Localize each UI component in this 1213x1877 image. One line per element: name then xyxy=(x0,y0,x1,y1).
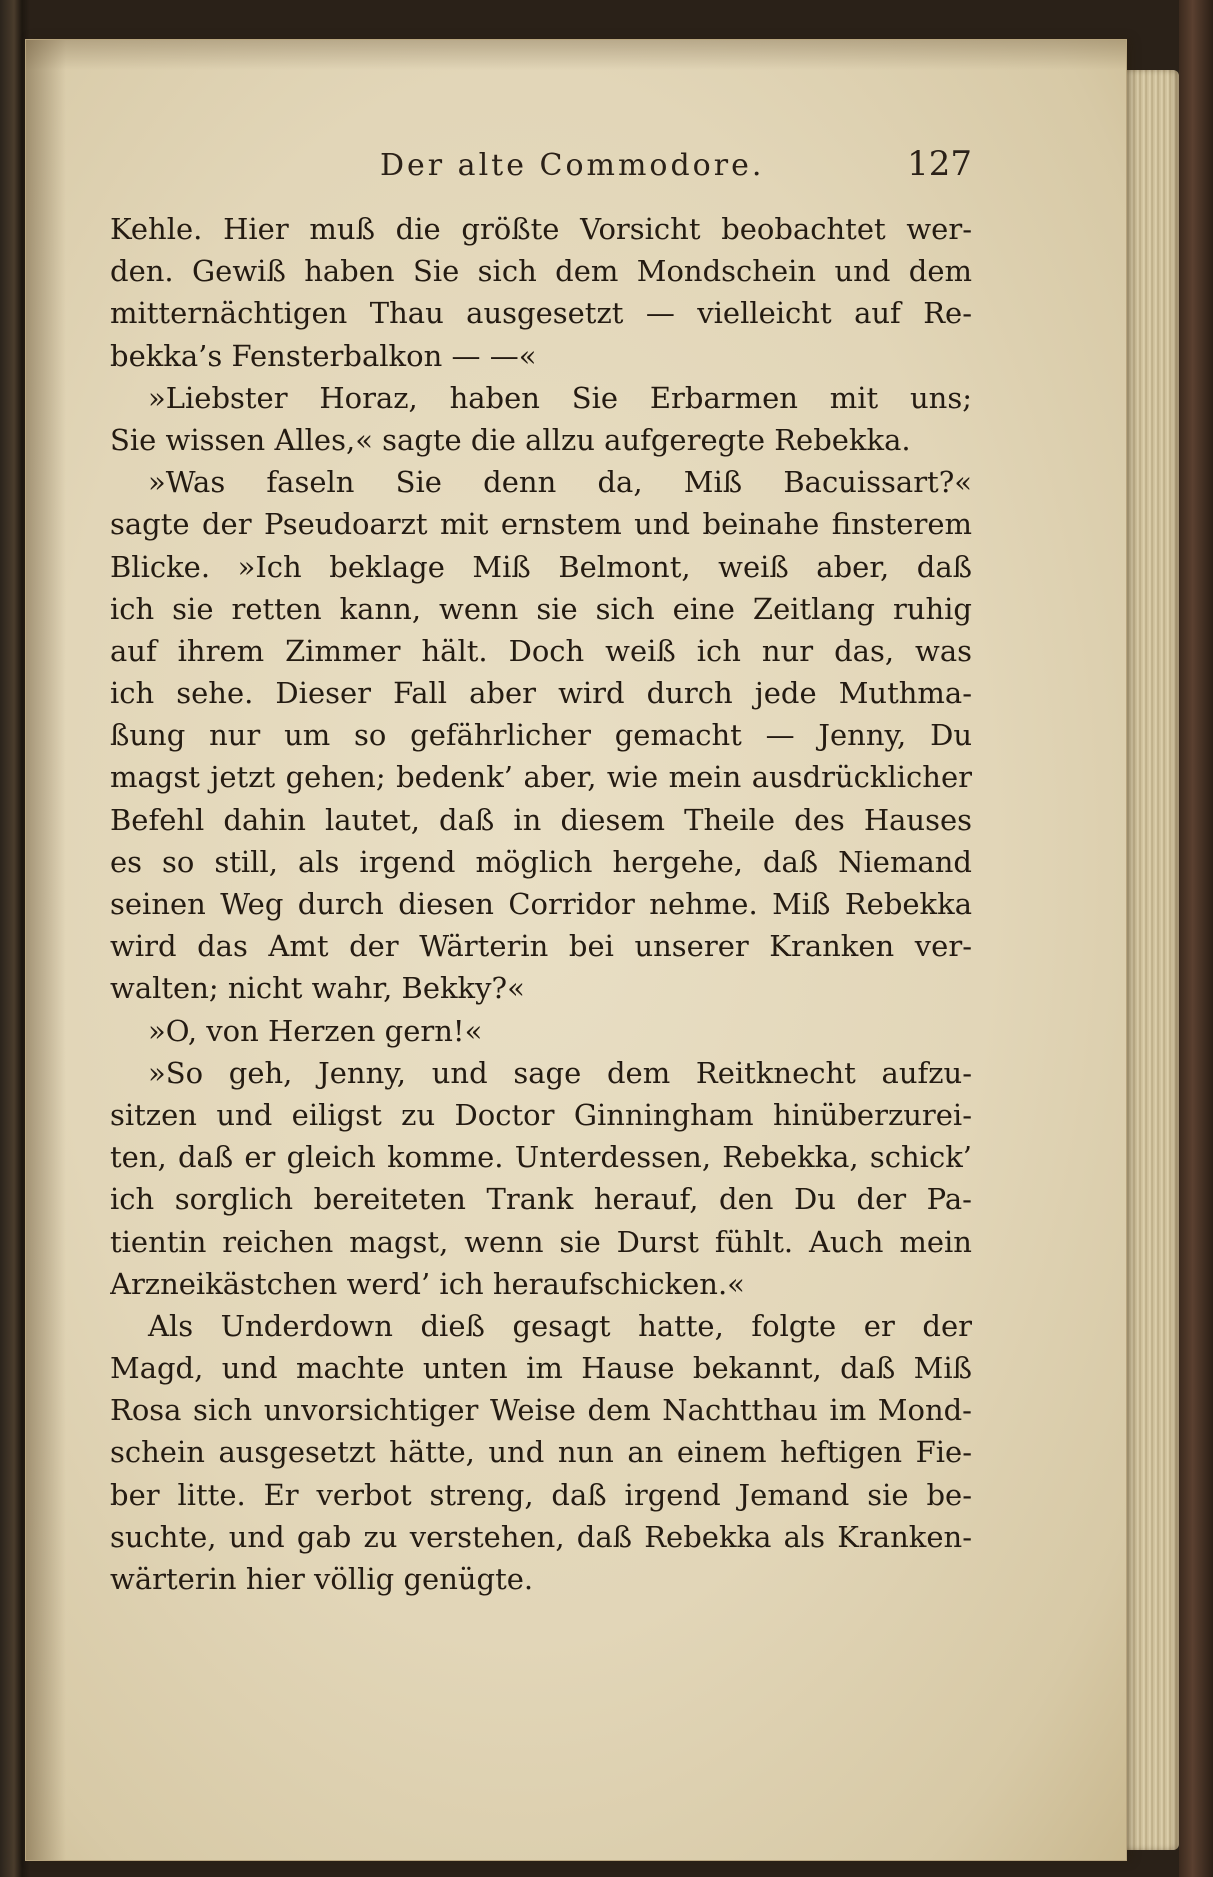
text-line: Blicke. »Ich beklage Miß Belmont, weiß aber, daß xyxy=(110,549,972,584)
text-line: mitternächtigen Thau ausgesetzt — vielleicht auf Re- xyxy=(110,296,972,331)
text-line: wird das Amt der Wärterin bei unserer Kranken ver- xyxy=(110,929,972,964)
text-line: seinen Weg durch diesen Corridor nehme. Miß Rebekka xyxy=(110,887,972,921)
text-line: »Liebster Horaz, haben Sie Erbarmen mit uns; xyxy=(148,380,972,415)
text-line: ten, daß er gleich komme. Unterdessen, Rebekka, schick’ xyxy=(110,1140,972,1175)
running-title: Der alte Commodore. xyxy=(380,148,765,183)
text-line: tientin reichen magst, wenn sie Durst fühlt. Auch mein xyxy=(110,1224,972,1259)
text-line: den. Gewiß haben Sie sich dem Mondschein und dem xyxy=(110,254,972,289)
text-line: bekka’s Fensterbalkon — —« xyxy=(110,338,537,373)
text-line: Arzneikästchen werd’ ich heraufschicken.« xyxy=(110,1266,745,1301)
body-text xyxy=(110,208,972,1600)
text-line: ich sorglich bereiteten Trank herauf, den Du der Pa- xyxy=(110,1182,972,1217)
text-line: Kehle. Hier muß die größte Vorsicht beobachtet wer- xyxy=(110,212,972,246)
book-cover-edge xyxy=(1179,0,1213,1877)
text-line: ich sie retten kann, wenn sie sich eine Zeitlang ruhig xyxy=(110,591,972,626)
text-line: auf ihrem Zimmer hält. Doch weiß ich nur das, was xyxy=(110,633,972,668)
text-line: Als Underdown dieß gesagt hatte, folgte er der xyxy=(148,1308,972,1343)
text-line: »O, von Herzen gern!« xyxy=(148,1013,483,1048)
text-line: schein ausgesetzt hätte, und nun an einem heftigen Fie- xyxy=(110,1435,972,1470)
text-line: suchte, und gab zu verstehen, daß Rebekka als Kranken- xyxy=(110,1519,972,1554)
text-line: ber litte. Er verbot streng, daß irgend Jemand sie be- xyxy=(110,1477,972,1512)
text-line: Magd, und machte unten im Hause bekannt, daß Miß xyxy=(110,1351,972,1386)
page-header xyxy=(110,140,972,200)
text-line: Sie wissen Alles,« sagte die allzu aufgeregte Rebekka. xyxy=(110,422,911,457)
text-line: Rosa sich unvorsichtiger Weise dem Nachtthau im Mond- xyxy=(110,1393,972,1428)
text-line: wärterin hier völlig genügte. xyxy=(110,1562,534,1596)
text-line: »Was faseln Sie denn da, Miß Bacuissart?« xyxy=(148,465,972,500)
text-line: es so still, als irgend möglich hergehe, daß Niemand xyxy=(110,844,972,879)
text-line: walten; nicht wahr, Bekky?« xyxy=(110,971,525,1006)
text-line: »So geh, Jenny, und sage dem Reitknecht aufzu- xyxy=(148,1055,972,1090)
text-line: ßung nur um so gefährlicher gemacht — Jenny, Du xyxy=(110,718,972,753)
text-line: sitzen und eiligst zu Doctor Ginningham hinüberzurei- xyxy=(110,1097,972,1132)
page-edges xyxy=(1124,70,1179,1850)
book-page xyxy=(26,40,1126,1860)
text-line: Befehl dahin lautet, daß in diesem Theile des Hauses xyxy=(110,802,972,837)
text-line: magst jetzt gehen; bedenk’ aber, wie mein ausdrücklicher xyxy=(110,760,972,795)
page-number: 127 xyxy=(907,144,972,184)
text-line: sagte der Pseudoarzt mit ernstem und beinahe finsterem xyxy=(110,507,972,542)
text-line: ich sehe. Dieser Fall aber wird durch jede Muthma- xyxy=(110,676,972,711)
